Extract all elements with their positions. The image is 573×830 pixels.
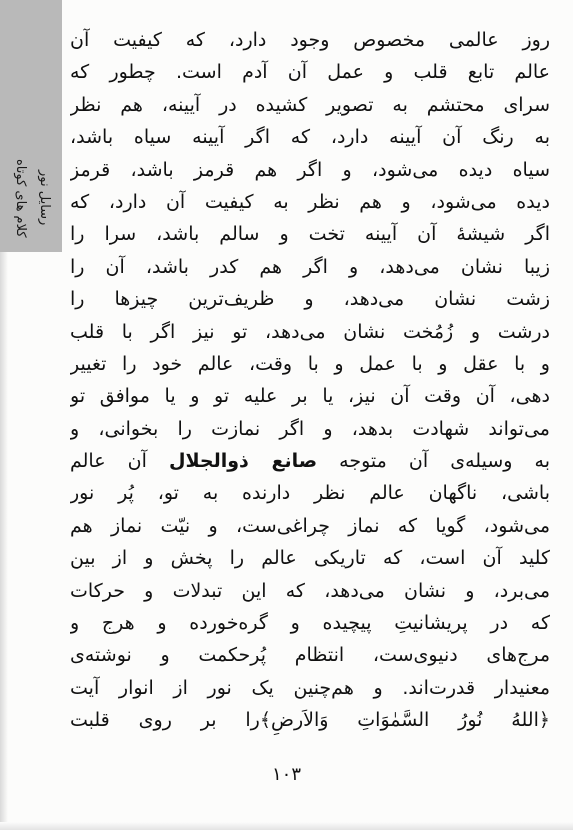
text-line: دهی، آن وقت آن نیز، یا بر علیه تو و یا موافق تو xyxy=(70,385,550,408)
text-line: سرای محتشم به تصویر کشیده در آیینه، هم نظر xyxy=(70,93,550,116)
text-line: معنیدار قدرت‌اند. و هم‌چنین یک نور از انوار آیت xyxy=(70,676,550,699)
section-side-tab xyxy=(0,0,62,252)
bold-phrase: صانع ذوالجلال xyxy=(168,450,318,473)
side-tab-subtitle: کلام های کوتاه xyxy=(13,158,28,238)
text-line: اگر شیشهٔ آن آیینه تخت و سالم باشد، سرا را xyxy=(70,223,550,246)
text-line-start: به وسیله‌ی آن متوجه xyxy=(317,450,550,473)
text-line: روز عالمی مخصوص وجود دارد، که کیفیت آن xyxy=(70,29,550,51)
text-line: می‌برد، و نشان می‌دهد، که این تبدلات و حرکات xyxy=(70,579,550,602)
text-line: سیاه دیده می‌شود، و اگر هم قرمز باشد، قرمز xyxy=(70,158,550,181)
text-line: ﴿اللهُ نُورُ السَّمٰوَاتِ وَالاَرضِ﴾را بر روی قلبت xyxy=(70,709,550,732)
text-line: که در پریشانیتِ پیچیده و گره‌خورده و هرج و xyxy=(70,612,550,635)
text-line: درشت و زُمُخت نشان می‌دهد، تو نیز اگر با قلب xyxy=(70,320,550,343)
page-bottom-shadow xyxy=(0,822,573,830)
side-tab-label xyxy=(6,150,56,246)
page-body-text xyxy=(70,24,550,774)
text-line-end: آن عالم xyxy=(70,450,169,473)
text-line: دیده می‌شود، و هم نظر به کیفیت آن دارد، که xyxy=(70,190,550,213)
text-line: باشی، ناگهان عالم نظر دارنده به تو، پُر نور xyxy=(70,482,550,505)
text-line: می‌تواند شهادت بدهد، و اگر نمازت را بخوانی، و xyxy=(70,417,550,440)
text-line: مرج‌های دنیوی‌ست، انتظام پُرحکمت و نوشته‌ی xyxy=(70,644,550,667)
page-number: ۱۰۳ xyxy=(271,764,301,785)
text-line-with-bold xyxy=(70,445,550,477)
text-line: کلید آن است، که تاریکی عالم را پخش و از بین xyxy=(70,547,550,570)
text-line: عالم تابع قلب و عمل آن آدم است. چطور که xyxy=(70,61,550,84)
text-line: می‌شود، گویا که نماز چراغی‌ست، و نیّت نماز هم xyxy=(70,514,550,537)
text-line: و با عقل و با عمل و با وقت، عالم خود را تغییر xyxy=(70,352,550,375)
text-line: به رنگ آن آیینه دارد، که اگر آیینه سیاه باشد، xyxy=(70,126,550,149)
text-line: زیبا نشان می‌دهد، و اگر هم کدر باشد، آن را xyxy=(70,255,550,278)
text-line: زشت نشان می‌دهد، و ظریف‌ترین چیزها را xyxy=(70,288,550,311)
side-tab-title: رسایل نور xyxy=(37,170,52,226)
